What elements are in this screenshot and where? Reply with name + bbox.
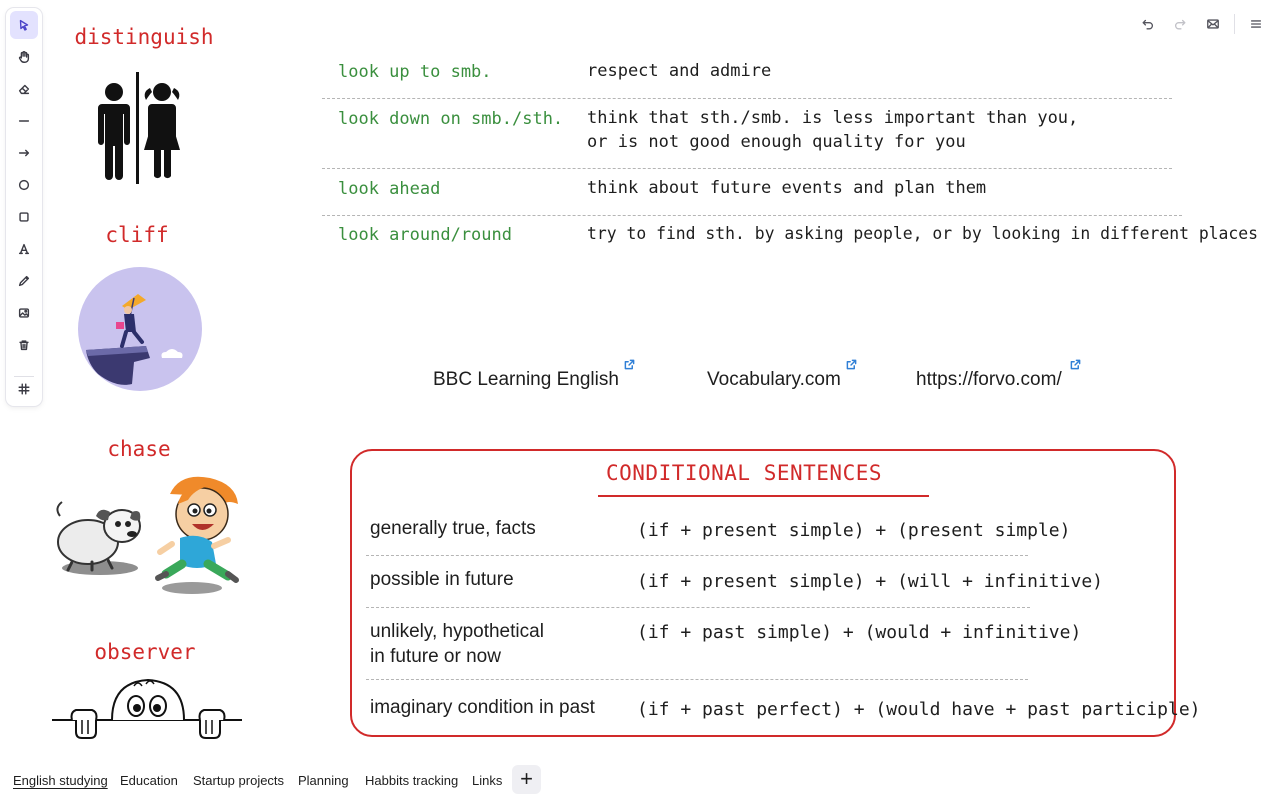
condition-label-unlikely-line1: unlikely, hypothetical xyxy=(370,621,544,642)
image-icon xyxy=(17,306,31,320)
top-actions-divider xyxy=(1234,14,1235,34)
menu-icon xyxy=(1249,17,1263,31)
pointer-icon xyxy=(17,18,31,32)
hand-tool-button[interactable] xyxy=(10,43,38,71)
circle-icon xyxy=(17,178,31,192)
drawing-toolbar xyxy=(6,8,42,406)
rectangle-tool-button[interactable] xyxy=(10,203,38,231)
undo-icon xyxy=(1141,17,1155,31)
pencil-tool-button[interactable] xyxy=(10,267,38,295)
condition-label-imaginary: imaginary condition in past xyxy=(370,697,595,718)
delete-tool-button[interactable] xyxy=(10,331,38,359)
conditional-sentences-frame xyxy=(350,449,1176,737)
condition-formula-imaginary: (if + past perfect) + (would have + past participle) xyxy=(637,699,1201,720)
phrase-look-down-on: look down on smb./sth. xyxy=(338,109,564,129)
main-menu-button[interactable] xyxy=(1244,12,1268,36)
tab-education[interactable]: Education xyxy=(120,773,178,788)
meaning-look-ahead: think about future events and plan them xyxy=(587,178,987,198)
condition-label-possible: possible in future xyxy=(370,569,514,590)
external-link-icon[interactable] xyxy=(846,355,857,366)
condition-label-unlikely-line2: in future or now xyxy=(370,646,501,667)
word-caption-observer: observer xyxy=(94,640,196,664)
line-tool-button[interactable] xyxy=(10,107,38,135)
condition-formula-possible: (if + present simple) + (will + infinitive) xyxy=(637,571,1103,592)
condition-formula-general: (if + present simple) + (present simple) xyxy=(637,520,1071,541)
table-divider xyxy=(322,168,1172,169)
redo-button[interactable] xyxy=(1168,12,1192,36)
restroom-sign-illustration xyxy=(90,72,190,186)
conditional-title: CONDITIONAL SENTENCES xyxy=(606,461,883,485)
word-caption-chase: chase xyxy=(107,437,171,461)
line-icon xyxy=(17,114,31,128)
trash-icon xyxy=(17,338,31,352)
tab-habbits-tracking[interactable]: Habbits tracking xyxy=(365,773,459,788)
external-link-icon[interactable] xyxy=(1070,355,1081,366)
condition-label-general: generally true, facts xyxy=(370,518,536,539)
ellipse-tool-button[interactable] xyxy=(10,171,38,199)
undo-button[interactable] xyxy=(1136,12,1160,36)
meaning-look-around: try to find sth. by asking people, or by looking in different places xyxy=(587,224,1259,243)
mail-icon xyxy=(1206,17,1220,31)
condition-divider xyxy=(366,555,1028,556)
add-tab-button[interactable]: + xyxy=(512,765,541,794)
link-vocabulary-com[interactable]: Vocabulary.com xyxy=(707,369,841,390)
condition-divider xyxy=(366,679,1028,680)
share-button[interactable] xyxy=(1201,12,1225,36)
link-bbc-learning-english[interactable]: BBC Learning English xyxy=(433,369,619,390)
hand-icon xyxy=(17,50,31,64)
tab-links[interactable]: Links xyxy=(472,773,503,788)
eraser-tool-button[interactable] xyxy=(10,75,38,103)
condition-divider xyxy=(366,607,1030,608)
link-forvo[interactable]: https://forvo.com/ xyxy=(916,369,1062,390)
meaning-look-down-on-line2: or is not good enough quality for you xyxy=(587,132,966,152)
tab-startup-projects[interactable]: Startup projects xyxy=(193,773,285,788)
arrow-icon xyxy=(17,146,31,160)
arrow-tool-button[interactable] xyxy=(10,139,38,167)
square-icon xyxy=(17,210,31,224)
observer-illustration xyxy=(50,676,244,742)
select-tool-button[interactable] xyxy=(10,11,38,39)
tab-english-studying[interactable]: English studying xyxy=(13,773,108,788)
chase-illustration xyxy=(52,474,248,596)
table-divider xyxy=(322,215,1182,216)
external-link-icon[interactable] xyxy=(624,355,635,366)
grid-icon xyxy=(17,382,31,396)
meaning-look-up-to: respect and admire xyxy=(587,61,772,81)
phrase-look-ahead: look ahead xyxy=(338,179,441,199)
eraser-icon xyxy=(17,82,31,96)
phrase-look-up-to: look up to smb. xyxy=(338,62,492,82)
table-divider xyxy=(322,98,1172,99)
phrase-look-around: look around/round xyxy=(338,225,512,245)
grid-toggle-button[interactable] xyxy=(10,375,38,403)
redo-icon xyxy=(1173,17,1187,31)
tab-planning[interactable]: Planning xyxy=(298,773,349,788)
word-caption-cliff: cliff xyxy=(105,223,169,247)
condition-formula-unlikely: (if + past simple) + (would + infinitive) xyxy=(637,622,1082,643)
text-icon xyxy=(17,242,31,256)
image-tool-button[interactable] xyxy=(10,299,38,327)
pencil-icon xyxy=(17,274,31,288)
word-caption-distinguish: distinguish xyxy=(74,25,214,49)
meaning-look-down-on-line1: think that sth./smb. is less important than you, xyxy=(587,108,1079,128)
title-underline xyxy=(598,495,929,497)
text-tool-button[interactable] xyxy=(10,235,38,263)
cliff-illustration xyxy=(76,266,204,392)
